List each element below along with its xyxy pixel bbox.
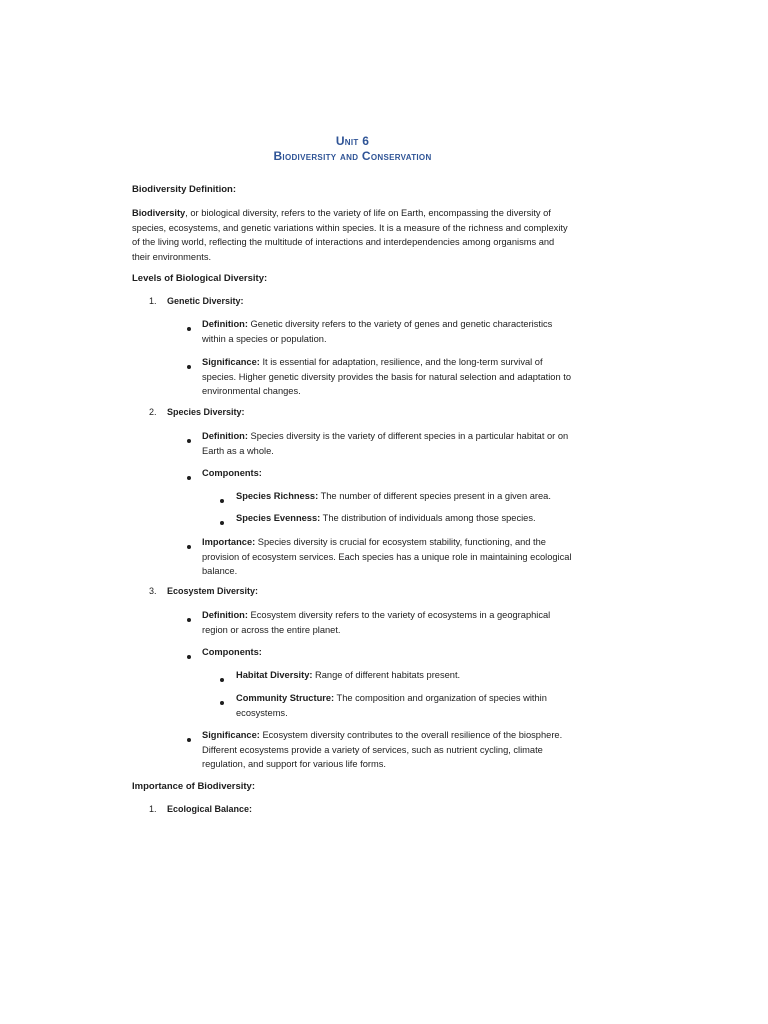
intro-term: Biodiversity	[132, 208, 186, 218]
unit-title: Unit 6	[335, 134, 370, 148]
species-label: Species Diversity:	[167, 407, 245, 417]
species-importance: Importance: Species diversity is crucial for ecosystem stability, functioning, and the provision of ecosystem services. Each species has a unique role in maintaining ecological balance.	[202, 537, 572, 576]
bullet-icon	[220, 495, 224, 505]
bullet-icon	[220, 697, 224, 707]
ecological-number: 1.	[149, 804, 157, 814]
ecosystem-significance: Significance: Ecosystem diversity contributes to the overall resilience of the biosphere. Different ecosystems provide a variety of services, such as nutrient cycling, climate regulation, and support for various life forms.	[202, 730, 563, 769]
bullet-icon	[187, 361, 191, 371]
ecosystem-label: Ecosystem Diversity:	[167, 586, 259, 596]
habitat-diversity: Habitat Diversity: Range of different habitats present.	[236, 670, 461, 680]
bullet-icon	[187, 472, 191, 482]
bullet-icon	[187, 323, 191, 333]
bullet-icon	[187, 734, 191, 744]
species-number: 2.	[149, 407, 157, 417]
community-structure: Community Structure: The composition and organization of species within ecosystems.	[236, 693, 547, 718]
intro-text: , or biological diversity, refers to the variety of life on Earth, encompassing the diversity of species, ecosystems, and genetic variations within species. It is a measure of the richness and complexity of the living world, reflecting the multitude of interactions and interdependencies among organisms and their environments.	[132, 208, 568, 262]
bullet-icon	[187, 541, 191, 551]
genetic-label: Genetic Diversity:	[167, 296, 244, 306]
bullet-icon	[220, 674, 224, 684]
genetic-significance: Significance: It is essential for adaptation, resilience, and the long-term survival of species. Higher genetic diversity provides the basis for natural selection and adaptation to environmental changes.	[202, 357, 571, 396]
species-richness: Species Richness: The number of different species present in a given area.	[236, 491, 551, 501]
bullet-icon	[187, 651, 191, 661]
ecological-label: Ecological Balance:	[167, 804, 253, 814]
species-components: Components:	[202, 468, 262, 478]
definition-heading: Biodiversity Definition:	[132, 184, 236, 195]
genetic-definition: Definition: Genetic diversity refers to the variety of genes and genetic characteristics within a species or population.	[202, 319, 553, 344]
ecosystem-definition: Definition: Ecosystem diversity refers to the variety of ecosystems in a geographical region or across the entire planet.	[202, 610, 551, 635]
bullet-icon	[187, 435, 191, 445]
bullet-icon	[187, 614, 191, 624]
species-definition: Definition: Species diversity is the variety of different species in a particular habitat or on Earth as a whole.	[202, 431, 569, 456]
species-evenness: Species Evenness: The distribution of individuals among those species.	[236, 513, 536, 523]
intro-paragraph	[132, 206, 568, 264]
importance-heading: Importance of Biodiversity:	[132, 781, 255, 792]
unit-subtitle: Biodiversity and Conservation	[273, 149, 432, 163]
ecosystem-number: 3.	[149, 586, 157, 596]
ecosystem-components: Components:	[202, 647, 262, 657]
levels-heading: Levels of Biological Diversity:	[132, 273, 268, 284]
bullet-icon	[220, 517, 224, 527]
genetic-number: 1.	[149, 296, 157, 306]
